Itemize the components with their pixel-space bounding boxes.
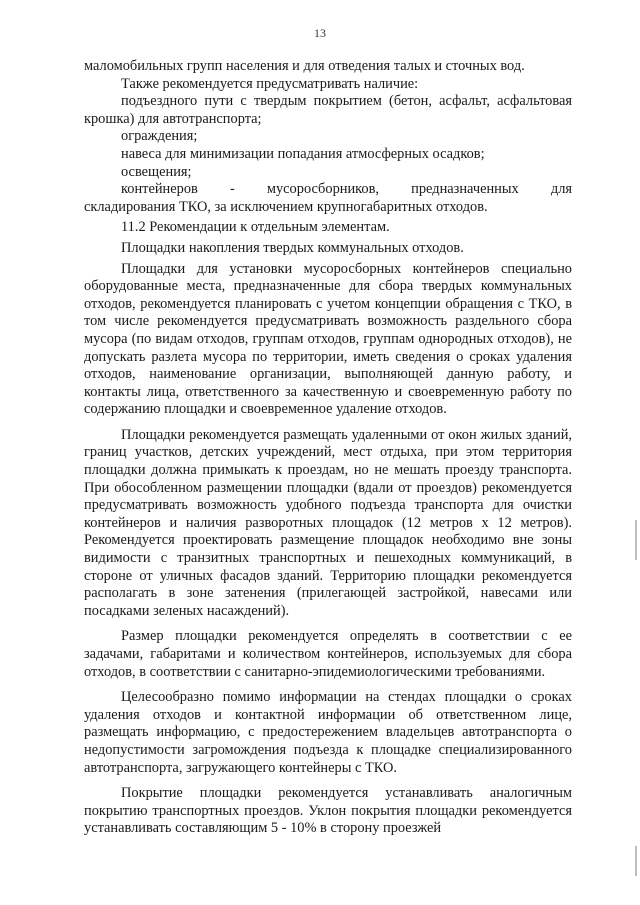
section-heading: 11.2 Рекомендации к отдельным элементам. [121,219,390,236]
list-item: освещения; [121,163,192,180]
word: мусоросборников, [266,181,380,198]
subsection-heading: Площадки накопления твердых коммунальных отходов. [121,239,464,256]
list-item: подъездного пути с твердым покрытием (бетон, асфальт, асфальтовая крошка) для автотранспорта; [84,93,572,127]
page-number: 13 [314,26,326,40]
list-item-continuation: складирования ТКО, за исключением крупногабаритных отходов. [84,198,488,215]
paragraph: Площадки для установки мусоросборных контейнеров специально оборудованные места, предназначенные для сбора твердых коммунальных отходов, рекомендуется планировать с учетом концепции обращения с ТКО, в том числе рекомендуется предусматривать возможность раздельного сбора мусора (по видам отходов, группам отходов, группам однородных отходов), не допускать разлета мусора по территории, иметь сведения о сроках удаления отходов, наименование организации, выполняющей данную работу, и контакты лица, ответственного за качественную и своевременную работу по содержанию площадки и своевременное удаление отходов. [84,260,572,418]
list-item: ограждения; [121,128,198,145]
paragraph: Также рекомендуется предусматривать наличие: [121,75,419,92]
paragraph: Покрытие площадки рекомендуется устанавливать аналогичным покрытию транспортных проездов. Уклон покрытия площадки рекомендуется устанавливать составляющим 5 - 10% в сторону проезжей [84,785,572,837]
word: контейнеров [121,181,198,198]
word: - [229,181,235,198]
paragraph: маломобильных групп населения и для отведения талых и сточных вод. [84,58,525,74]
word: для [550,181,572,198]
paragraph: Целесообразно помимо информации на стендах площадки о сроках удаления отходов и контактной информации об ответственном лице, размещать информацию, с предостережением владельцев автотранспорта о недопустимости загромождения подъезда к площадке специализированного автотранспорта, загружающего контейнеры с ТКО. [84,689,572,776]
scan-edge-mark [635,846,637,876]
scan-edge-mark [635,520,637,560]
paragraph: Площадки рекомендуется размещать удаленными от окон жилых зданий, границ участков, детских учреждений, мест отдыха, при этом территория площадки должна примыкать к проездам, но не мешать проезду транспорта. При обособленном размещении площадки (вдали от проездов) рекомендуется предусматривать возможность удобного подъезда транспорта для очистки контейнеров и наличия разворотных площадок (12 метров х 12 метров). Рекомендуется проектировать размещение площадок необходимо вне зоны видимости с транзитных транспортных и пешеходных коммуникаций, в стороне от уличных фасадов зданий. Территорию площадки рекомендуется располагать в зоне затенения (прилегающей застройкой, навесами или посадками зеленых насаждений). [84,426,572,619]
list-item-line [84,181,572,199]
word: предназначенных [411,181,519,198]
paragraph: Размер площадки рекомендуется определять в соответствии с ее задачами, габаритами и количеством контейнеров, используемых для сбора отходов, в соответствии с санитарно-эпидемиологическими требованиями. [84,628,572,680]
list-item: навеса для минимизации попадания атмосферных осадков; [121,145,485,162]
document-body [84,58,572,838]
